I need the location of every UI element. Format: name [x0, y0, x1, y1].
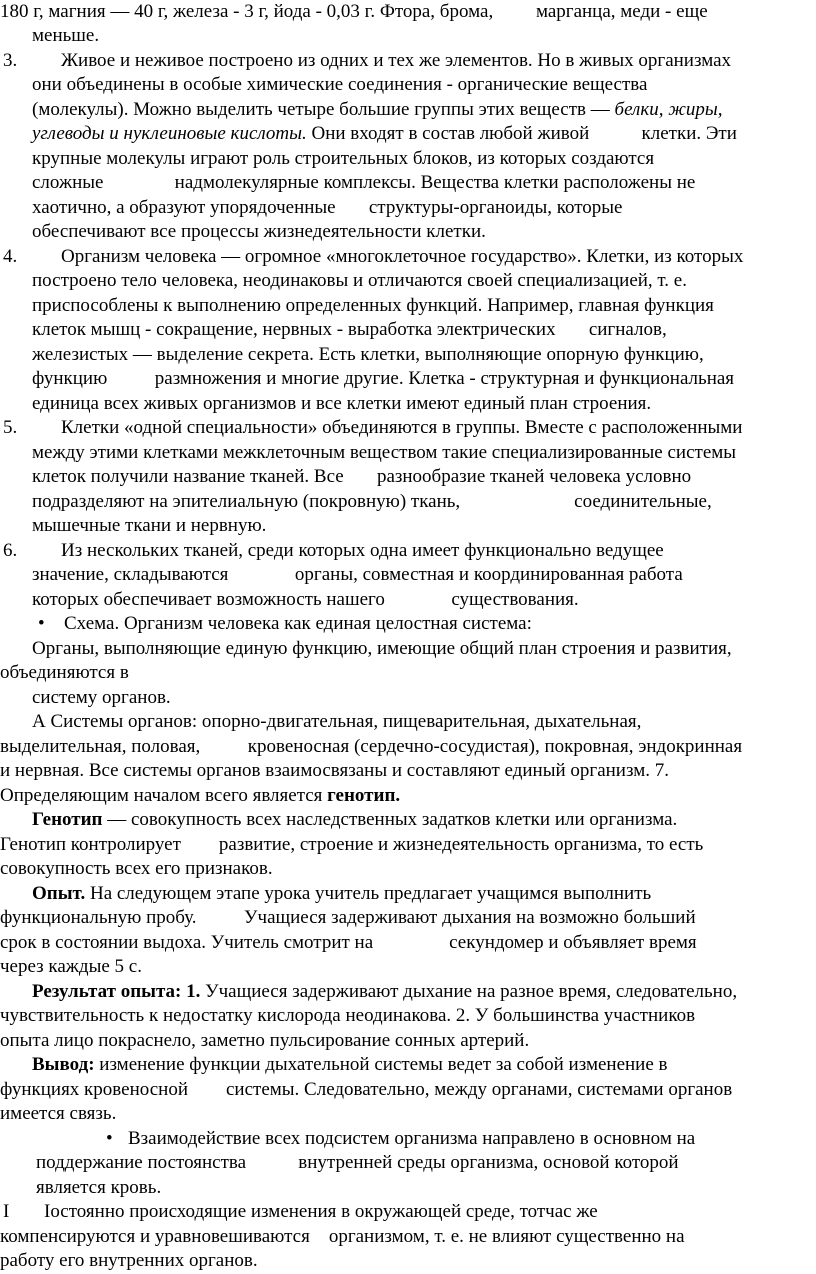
text-line: компенсируются и уравновешиваются организмом, т. е. не влияют существенно на: [0, 1226, 685, 1247]
text-line: построено тело человека, неодинаковы и отличаются своей специализацией, т. е.: [32, 270, 687, 291]
text-line: Схема. Организм человека как единая целостная система:: [64, 613, 532, 634]
text-line: является кровь.: [36, 1177, 162, 1198]
text-line: значение, складываются органы, совместная и координированная работа: [32, 564, 683, 585]
text-line: I: [3, 1201, 10, 1222]
text-span: Они входят в состав любой живой клетки. Эти: [306, 123, 737, 144]
italic-text: белки, жиры,: [614, 99, 723, 120]
text-line: функциональную пробу. Учащиеся задерживают дыхания на возможно больший: [0, 907, 696, 928]
text-line: имеется связь.: [0, 1103, 117, 1124]
text-line: они объединены в особые химические соединения - органические вещества: [32, 74, 648, 95]
item-number: 6.: [3, 540, 18, 561]
text-line: [32, 1053, 668, 1078]
text-line: [32, 122, 737, 147]
text-line: Живое и неживое построено из одних и тех же элементов. Но в живых организмах: [61, 50, 732, 71]
text-line: и нервная. Все системы органов взаимосвязаны и составляют единый организм. 7.: [0, 760, 669, 781]
text-line: единица всех живых организмов и все клетки имеют единый план строения.: [32, 393, 652, 414]
text-line: опыта лицо покраснело, заметно пульсирование сонных артерий.: [0, 1030, 530, 1051]
text-line: Іостоянно происходящие изменения в окружающей среде, тотчас же: [44, 1201, 598, 1222]
text-line: [32, 980, 737, 1005]
text-line: Взаимодействие всех подсистем организма направлено в основном на: [128, 1128, 696, 1149]
text-line: железистых — выделение секрета. Есть клетки, выполняющие опорную функцию,: [32, 344, 704, 365]
text-line: через каждые 5 с.: [0, 956, 142, 977]
text-line: работу его внутренних органов.: [0, 1250, 258, 1271]
text-line: [32, 882, 651, 907]
text-line: объединяются в: [0, 662, 129, 683]
text-line: функцию размножения и многие другие. Клетка - структурная и функциональная: [32, 368, 735, 389]
text-line: обеспечивают все процессы жизнедеятельности клетки.: [32, 221, 486, 242]
text-span: (молекулы). Можно выделить четыре большие группы этих веществ —: [32, 99, 615, 120]
item-number: 3.: [3, 50, 18, 71]
text-line: [32, 98, 723, 123]
item-number: 4.: [3, 246, 18, 267]
text-line: Организм человека — огромное «многоклеточное государство». Клетки, из которых: [61, 246, 744, 267]
bullet-icon: •: [38, 613, 45, 634]
bullet-icon: •: [106, 1128, 113, 1149]
text-span: изменение функции дыхательной системы ведет за собой изменение в: [94, 1054, 668, 1075]
text-line: чувствительность к недостатку кислорода неодинакова. 2. У большинства участников: [0, 1005, 696, 1026]
text-line: которых обеспечивает возможность нашего существования.: [32, 589, 579, 610]
text-line: хаотично, а образуют упорядоченные структуры-органоиды, которые: [32, 197, 623, 218]
bold-text: Вывод:: [32, 1054, 95, 1075]
text-line: 180 г, магния — 40 г, железа - 3 г, йода - 0,03 г. Фтора, брома, марганца, меди - еще: [0, 1, 708, 22]
text-line: [32, 808, 677, 833]
text-line: поддержание постоянства внутренней среды организма, основой которой: [36, 1152, 679, 1173]
bold-text: Генотип: [32, 809, 103, 830]
bold-text: Опыт.: [32, 883, 86, 904]
bold-text: Результат опыта: 1.: [32, 981, 201, 1002]
text-line: клеток получили название тканей. Все разнообразие тканей человека условно: [32, 466, 692, 487]
text-line: совокупность всех его признаков.: [0, 858, 273, 879]
text-span: Учащиеся задерживают дыхание на разное время, следовательно,: [200, 981, 738, 1002]
text-line: приспособлены к выполнению определенных функций. Например, главная функция: [32, 295, 714, 316]
text-line: срок в состоянии выдоха. Учитель смотрит на секундомер и объявляет время: [0, 932, 697, 953]
item-number: 5.: [3, 417, 18, 438]
text-line: Генотип контролирует развитие, строение и жизнедеятельность организма, то есть: [0, 834, 704, 855]
text-line: Органы, выполняющие единую функцию, имеющие общий план строения и развития,: [32, 638, 732, 659]
text-line: между этими клетками межклеточным веществом такие специализированные системы: [32, 442, 737, 463]
text-span: Определяющим началом всего является: [0, 785, 328, 806]
text-line: мышечные ткани и нервную.: [32, 515, 267, 536]
text-span: — совокупность всех наследственных задатков клетки или организма.: [102, 809, 678, 830]
text-line: [0, 784, 400, 809]
text-line: выделительная, половая, кровеносная (сердечно-сосудистая), покровная, эндокринная: [0, 736, 743, 757]
text-line: Клетки «одной специальности» объединяются в группы. Вместе с расположенными: [61, 417, 743, 438]
text-line: подразделяют на эпителиальную (покровную) ткань, соединительные,: [32, 491, 712, 512]
text-line: Из нескольких тканей, среди которых одна имеет функционально ведущее: [61, 540, 664, 561]
bold-text: генотип.: [327, 785, 401, 806]
text-line: клеток мышц - сокращение, нервных - выработка электрических сигналов,: [32, 319, 667, 340]
text-line: меньше.: [32, 25, 100, 46]
text-line: сложные надмолекулярные комплексы. Вещества клетки расположены не: [32, 172, 696, 193]
text-span: На следующем этапе урока учитель предлагает учащимся выполнить: [85, 883, 652, 904]
text-line: функциях кровеносной системы. Следовательно, между органами, системами органов: [0, 1079, 733, 1100]
text-line: А Системы органов: опорно-двигательная, пищеварительная, дыхательная,: [32, 711, 642, 732]
italic-text: углеводы и нуклеиновые кислоты.: [32, 123, 307, 144]
text-line: систему органов.: [32, 687, 171, 708]
text-line: крупные молекулы играют роль строительных блоков, из которых создаются: [32, 148, 655, 169]
